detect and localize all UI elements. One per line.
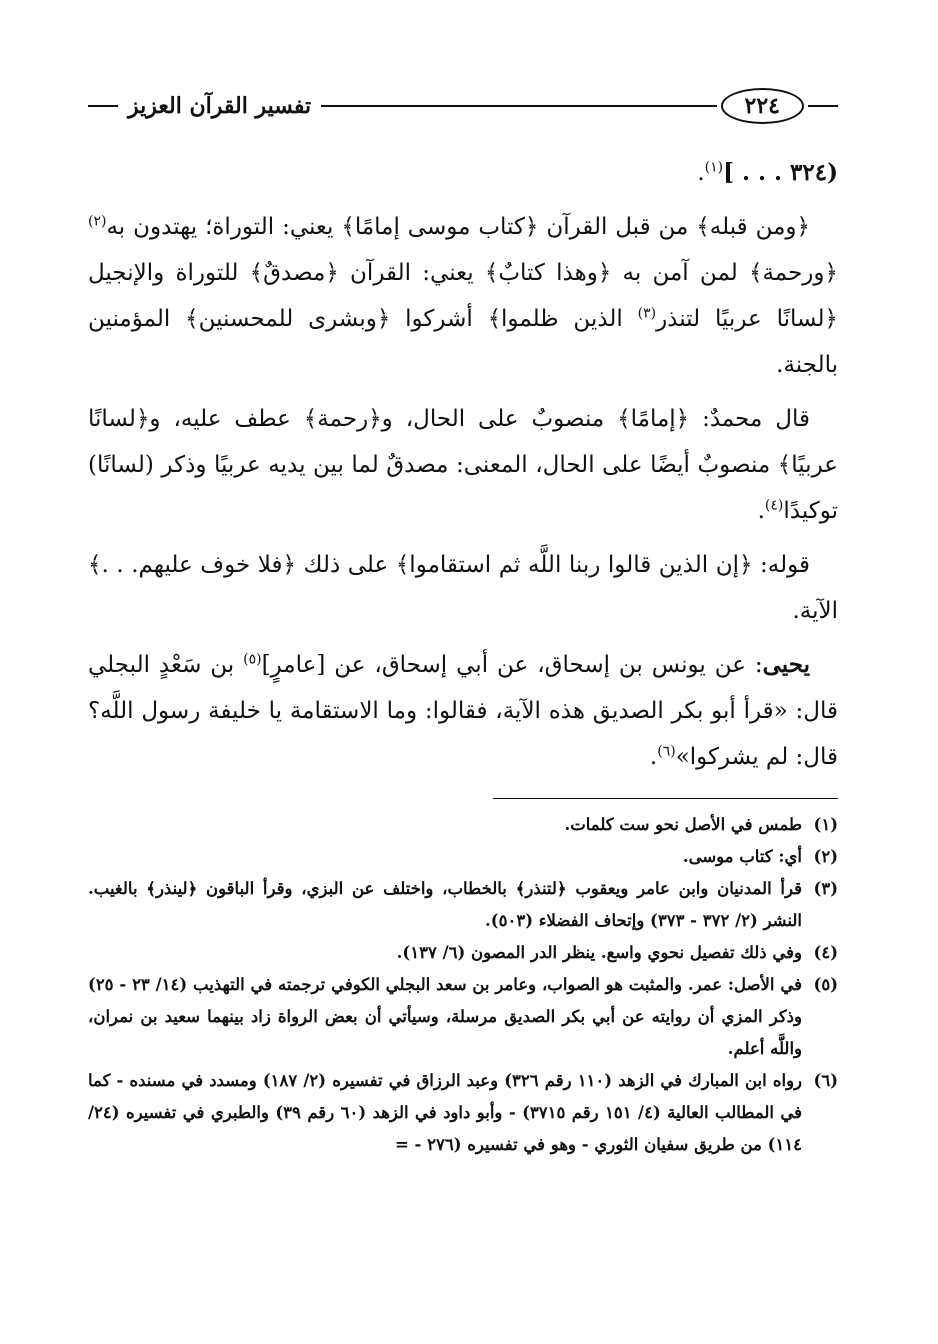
footnote-text: رواه ابن المبارك في الزهد (١١٠ رقم ٣٢٦) وعبد الرزاق في تفسيره (٢/ ١٨٧) ومسدد في مسنده - كما في المطالب العالية (٤/ ١٥١ رقم ٣٧١٥) - وأبو داود في الزهد (٦٠ رقم ٣٩) والطبري في تفسيره (٢٤/ ١١٤) من طريق سفيان الثوري - وهو في تفسيره (٢٧٦ - = [88,1071,803,1154]
footnote-text: وفي ذلك تفصيل نحوي واسع. ينظر الدر المصون (٦/ ١٣٧). [396,943,802,962]
paragraph-hadith [88,642,838,780]
running-header [88,80,838,132]
footnotes [88,809,838,1161]
paragraph-verse: قوله: ﴿إن الذين قالوا ربنا اللَّه ثم استقاموا﴾ على ذلك ﴿فلا خوف عليهم. . .﴾ الآية. [88,552,838,624]
footnote-number: (٢) [813,847,838,866]
verse-marker-paragraph [88,150,838,196]
footnote-ref-6: (٦) [657,743,676,760]
footnote-number: (١) [813,815,838,834]
header-rule-right [808,105,838,107]
footnote-3 [88,873,838,937]
footnote-number: (٣) [813,879,838,898]
paragraph-tafsir [88,204,838,388]
paragraph-text: بن سَعْدٍ البجلي قال: «قرأ أبو بكر الصديق هذه الآية، فقالوا: وما الاستقامة يا خليفة رسول اللَّه؟ قال: لم يشركوا» [88,652,838,770]
footnote-text: أي: كتاب موسى. [682,847,802,866]
page-number: ٢٢٤ [721,88,804,124]
period: . [757,498,765,524]
footnote-ref-5: (٥) [243,651,262,668]
footnote-text: في الأصل: عمر. والمثبت هو الصواب، وعامر بن سعد البجلي الكوفي ترجمته في التهذيب (١٤/ ٢٣ - ٢٥) وذكر المزي أن روايته عن أبي بكر الصديق مرسلة، وسيأتي أن بعض الرواة زاد بينهما سعيد بن نمران، واللَّه أعلم. [88,975,802,1058]
footnote-4 [88,937,838,969]
footnote-ref-1: (١) [704,159,724,176]
footnote-ref-4: (٤) [764,497,784,514]
footnote-number: (٦) [813,1071,838,1090]
period: . [697,160,705,186]
header-rule-left [88,105,118,107]
header-rule-middle [321,105,716,107]
paragraph-text: ﴿ومن قبله﴾ من قبل القرآن ﴿كتاب موسى إمامًا﴾ يعني: التوراة؛ يهتدون به [106,214,810,240]
footnote-1 [88,809,838,841]
footnote-number: (٥) [813,975,838,994]
footnote-5 [88,969,838,1065]
running-title: تفسير القرآن العزيز [128,93,312,119]
footnote-2 [88,841,838,873]
book-page [88,80,838,1304]
footnote-ref-2: (٢) [88,213,107,230]
paragraph-muhammad [88,396,838,534]
narrator-name: يحيى [762,651,810,678]
period: . [649,744,658,770]
paragraph-text: قال محمدٌ: ﴿إمامًا﴾ منصوبٌ على الحال، و﴿رحمة﴾ عطف عليه، و﴿لسانًا عربيًا﴾ منصوبٌ أيضًا على الحال، المعنى: مصدقٌ لما بين يديه عربيًا وذكر (لسانًا) توكيدًا [88,406,838,524]
verse-number: (٣٢٤ . . . ] [723,159,838,186]
footnote-number: (٤) [813,943,838,962]
paragraph-text: : عن يونس بن إسحاق، عن أبي إسحاق، عن [عامرٍ] [261,652,763,678]
paragraph-text: ﴿ورحمة﴾ لمن آمن به ﴿وهذا كتابٌ﴾ يعني: القرآن ﴿مصدقٌ﴾ للتوراة والإنجيل ﴿لسانًا عربيًا لتنذر [88,260,838,332]
main-text [88,150,838,780]
footnote-separator [493,798,838,799]
footnote-text: قرأ المدنيان وابن عامر ويعقوب ﴿لتنذر﴾ بالخطاب، واختلف عن البزي، وقرأ الباقون ﴿لينذر﴾ بالغيب. النشر (٢/ ٣٧٢ - ٣٧٣) وإتحاف الفضلاء (٥٠٣). [88,879,802,930]
footnote-6 [88,1065,838,1161]
paragraph-text: الذين ظلموا﴾ أشركوا ﴿وبشرى للمحسنين﴾ المؤمنين بالجنة. [88,306,838,378]
footnote-text: طمس في الأصل نحو ست كلمات. [564,815,802,834]
footnote-ref-3: (٣) [637,305,657,322]
